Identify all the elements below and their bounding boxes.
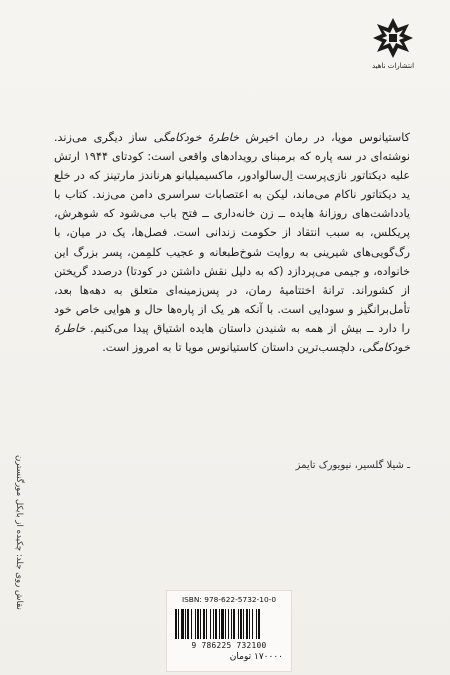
barcode-bar: [238, 609, 239, 639]
barcode-bar: [181, 609, 184, 639]
barcode-bar: [231, 609, 232, 639]
barcode-bar: [252, 609, 253, 639]
cover-art-credit: نقاش روی جلد: چکیده از بایکل مورگنسترن: [14, 455, 24, 610]
barcode-bar: [203, 609, 205, 639]
barcode-bar: [243, 609, 244, 639]
blurb-paragraph: [54, 128, 410, 357]
star-logo-icon: [373, 18, 413, 58]
barcode-bar: [191, 609, 192, 639]
barcode-bar: [221, 609, 224, 639]
barcode-bar: [175, 609, 177, 639]
barcode-bar: [197, 609, 199, 639]
barcode-bar: [210, 609, 211, 639]
book-title-italic: خاطرهٔ خودکامگی: [54, 321, 410, 355]
blurb-segment: ، دلچسب‌ترین داستان کاستیانوس مویا تا به امروز است.: [102, 341, 363, 355]
isbn-text: ISBN: 978-622-5732-10-0: [181, 595, 277, 604]
review-attribution: ـ شیلا گلسیر، نیویورک تایمز: [295, 460, 410, 471]
barcode-bar: [213, 609, 214, 639]
barcode-bar: [178, 609, 179, 639]
blurb-text: [54, 128, 410, 357]
barcode-bar: [246, 609, 248, 639]
publisher-logo: [367, 18, 419, 90]
barcode-bars: [173, 609, 285, 639]
barcode-bar: [206, 609, 207, 639]
barcode-bar: [233, 609, 235, 639]
barcode-bar: [215, 609, 217, 639]
barcode-bar: [228, 609, 229, 639]
barcode-bar: [219, 609, 220, 639]
barcode-bar: [256, 609, 257, 639]
barcode-bar: [200, 609, 201, 639]
barcode-label: [166, 590, 292, 672]
barcode-bar: [225, 609, 226, 639]
book-title-italic: خاطرهٔ خودکامگی: [153, 131, 240, 144]
barcode-bar: [258, 609, 260, 639]
barcode-bar: [195, 609, 196, 639]
barcode-bar: [187, 609, 189, 639]
blurb-segment: ساز دیگری می‌زند. نوشته‌ای در سه پاره که برمبنای رویدادهای واقعی است: کودتای ۱۹۴۴ ارتش علیه دیکتاتور نازی‌پرست اِل‌سالوادور، ماکسیمیلیانو هرناندز مارتینز که در خلع ید دیکتاتور ناکام می‌ماند، لیکن به اعتصابات سراسری دامن می‌زند. کتاب با یادداشت‌های روزانهٔ هایده ــ زن خانه‌داری ــ فتح باب می‌شود که شوهرش، پریکلس، به سبب انتقاد از حکومت زندانی است. فصل‌ها، یک در میان، با رگ‌گویی‌های شیرینی به روایت شوخ‌طبعانه و عجیب کلمِمن، پسر بزرگ این خانواده، و جیمی می‌پردازد (که به دلیل نقش داشتن در کودتا) درصدد گریختن از کشوراند. ترانهٔ اختتامیهٔ رمان، در پس‌زمینه‌ای متعلق به دهه‌ها بعد، تأمل‌برانگیز و سودایی است. با آنکه هر یک از پاره‌ها حال و هوایی خاص خود را دارد ــ بیش از همه به شنیدن داستان هایده اشتیاق پیدا می‌کنیم.: [54, 131, 410, 335]
barcode-bar: [249, 609, 250, 639]
barcode-bar: [240, 609, 242, 639]
barcode-bar: [185, 609, 186, 639]
publisher-name: انتشارات ناهید: [371, 62, 415, 70]
price-text: ۱۷۰۰۰۰ تومان: [229, 652, 283, 662]
blurb-segment: کاستیانوس مویا، در رمان اخیرش: [239, 131, 410, 144]
ean-digits: 9 786225 732100: [191, 641, 267, 650]
